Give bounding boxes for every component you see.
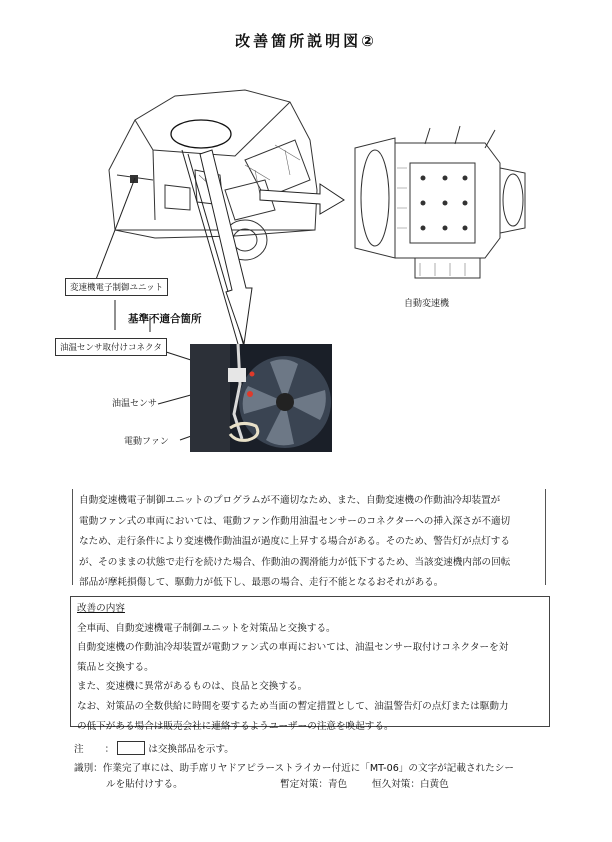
improvement-line: 策品と交換する。 — [77, 661, 154, 673]
improvement-heading: 改善の内容 — [77, 603, 125, 614]
temporary-measure: 暫定対策：青色 — [280, 779, 348, 790]
ecu-label: 変速機電子制御ユニット — [65, 278, 168, 296]
permanent-measure: 恒久対策：白黄色 — [372, 779, 449, 790]
description-line: 部品が摩耗損傷して、駆動力が低下し、最悪の場合、走行不能となるおそれがある。 — [79, 577, 444, 589]
improvement-line: の低下がある場合は販売会社に連絡するようユーザーの注意を喚起する。 — [77, 720, 394, 732]
note-text: は交換部品を示す。 — [148, 744, 234, 755]
description-line: 自動変速機電子制御ユニットのプログラムが不適切なため、また、自動変速機の作動油冷却装置が — [79, 495, 501, 506]
id-text-1: 作業完了車には、助手席リヤドアピラーストライカー付近に「MT-06」の文字が記載されたシー — [102, 763, 514, 774]
description-box — [72, 489, 546, 589]
improvement-line: また、変速機に異常があるものは、良品と交換する。 — [77, 681, 308, 693]
note-label: 注 — [74, 744, 84, 755]
improvement-line: なお、対策品の全数供給に時間を要するため当面の暫定措置として、油温警告灯の点灯または駆動力 — [77, 700, 509, 712]
description-line: が、そのままの状態で走行を続けた場合、作動油の潤滑能力が低下するため、当該変速機内部の回転 — [79, 556, 511, 568]
sensor-fan-photo — [190, 344, 332, 452]
description-line: なため、走行条件により変速機作動油温が過度に上昇する場合がある。そのため、警告灯が点灯する — [79, 536, 510, 548]
electric-fan-label: 電動ファン — [124, 437, 169, 447]
note-line — [74, 741, 234, 755]
nonconforming-label: 基準不適合箇所 — [128, 313, 202, 325]
id-text-2: ルを貼付けする。 — [106, 779, 183, 790]
description-line: 電動ファン式の車両においては、電動ファン作動用油温センサーのコネクターへの挿入深さが不適切 — [79, 515, 511, 527]
improvement-line: 全車両、自動変速機電子制御ユニットを対策品と交換する。 — [77, 622, 336, 634]
id-label: 識別： — [74, 763, 103, 774]
connector-label: 油温センサ取付けコネクタ — [55, 338, 167, 356]
note-colon: ： — [104, 744, 115, 755]
id-line-1 — [74, 760, 514, 774]
replacement-part-symbol — [117, 741, 145, 755]
improvement-line: 自動変速機の作動油冷却装置が電動ファン式の車両においては、油温センサー取付けコネクターを対 — [77, 642, 509, 654]
page-title: 改善箇所説明図② — [235, 32, 377, 50]
improvement-box — [70, 596, 550, 732]
transmission-label: 自動変速機 — [404, 299, 450, 309]
oil-sensor-label: 油温センサ — [112, 399, 158, 409]
